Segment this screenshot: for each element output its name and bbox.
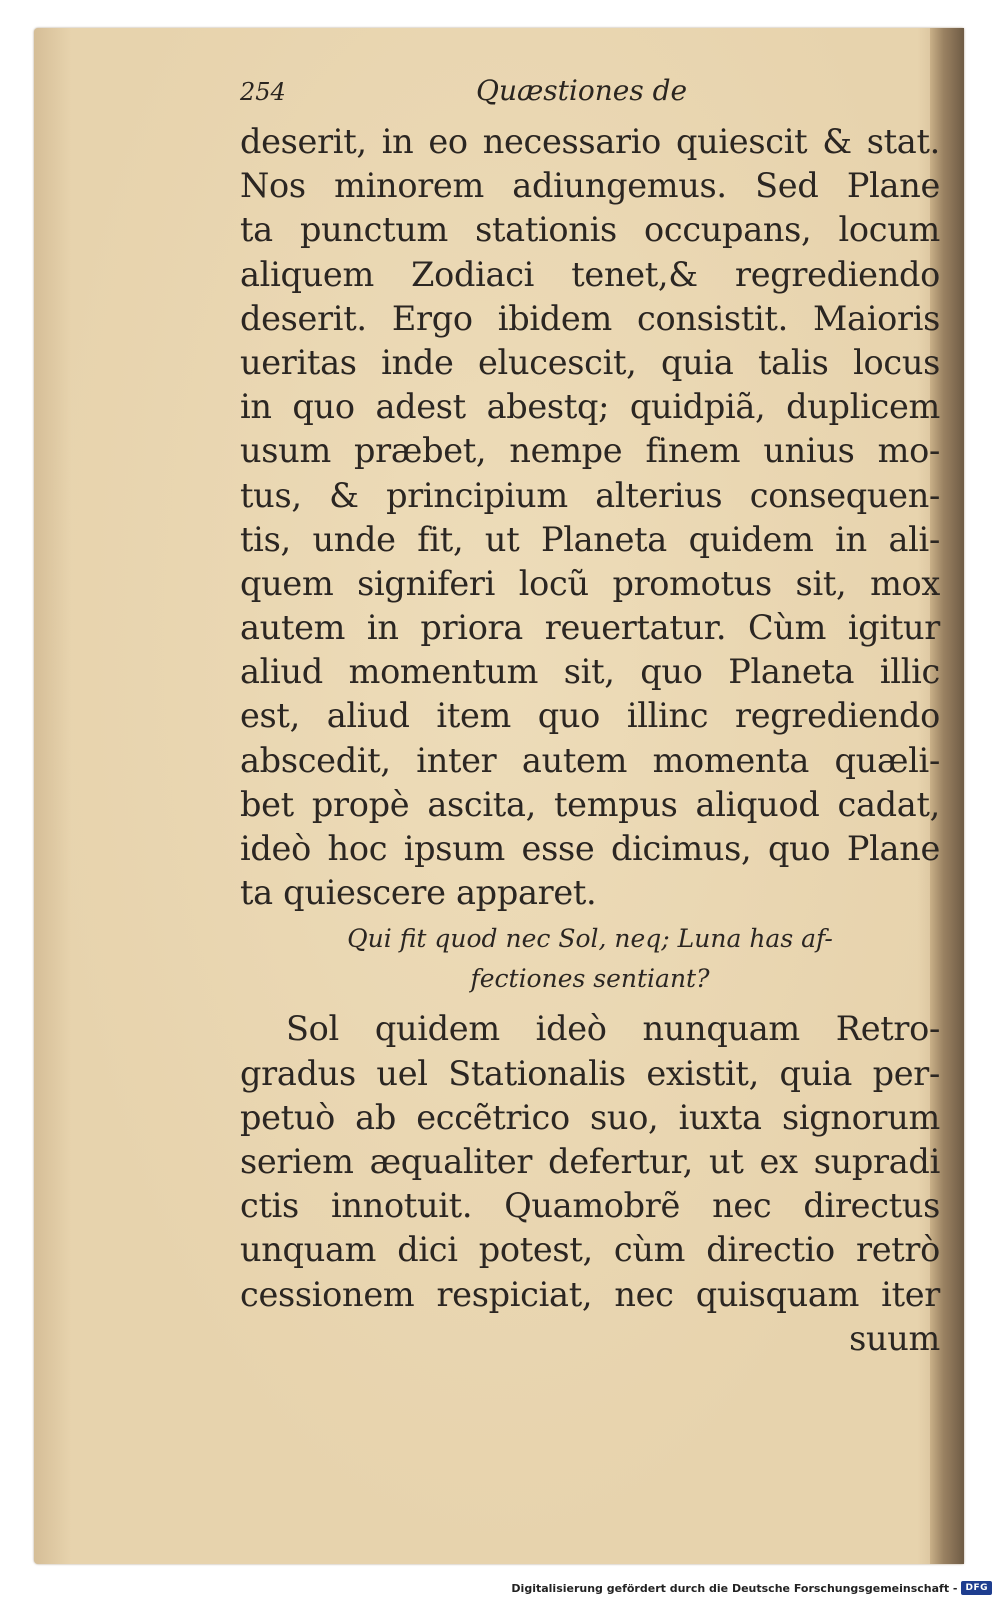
text-line: tis, unde fit, ut Planeta quidem in ali- — [240, 519, 940, 559]
text-line: tus, & principium alterius consequen- — [240, 475, 940, 515]
running-head — [240, 72, 940, 112]
text-line: ctis innotuit. Quamobrẽ nec directus — [240, 1186, 940, 1226]
text-line: petuò ab eccẽtrico suo, iuxta signorum — [240, 1097, 940, 1137]
section-heading-line: fectiones sentiant? — [470, 964, 710, 994]
text-line: est, aliud item quo illinc regrediendo — [240, 696, 940, 736]
text-line: unquam dici potest, cùm directio retrò — [240, 1230, 940, 1270]
text-line: deserit. Ergo ibidem consistit. Maioris — [240, 298, 940, 338]
digitization-credit — [511, 1575, 992, 1601]
text-line: aliud momentum sit, quo Planeta illic — [240, 652, 940, 692]
text-line: in quo adest abestq; quidpiã, duplicem — [240, 387, 940, 427]
text-line: ta punctum stationis occupans, locum — [240, 210, 940, 250]
body-text — [240, 120, 940, 1361]
text-line: cessionem respiciat, nec quisquam iter — [240, 1274, 940, 1314]
text-line: gradus uel Stationalis existit, quia per- — [240, 1053, 940, 1093]
catchword: suum — [849, 1318, 940, 1358]
text-line: bet propè ascita, tempus aliquod cadat, — [240, 784, 940, 824]
text-line: quem signiferi locũ promotus sit, mox — [240, 563, 940, 603]
credit-text: Digitalisierung gefördert durch die Deutsche Forschungsgemeinschaft - — [511, 1581, 958, 1595]
text-line: usum præbet, nempe finem unius mo- — [240, 431, 940, 471]
running-title: Quæstiones de — [476, 74, 688, 107]
page-number: 254 — [240, 78, 286, 106]
text-line: autem in priora reuertatur. Cùm igitur — [240, 608, 940, 648]
dfg-logo: DFG — [961, 1581, 992, 1595]
text-line: seriem æqualiter defertur, ut ex supradi — [240, 1141, 940, 1181]
section-heading — [240, 919, 940, 999]
section-heading-line: Qui fit quod nec Sol, neq; Luna has af- — [347, 924, 833, 954]
book-page — [34, 28, 964, 1564]
text-line: ueritas inde elucescit, quia talis locus — [240, 342, 940, 382]
text-line: deserit, in eo necessario quiescit & stat. — [240, 122, 940, 161]
text-line: ta quiescere apparet. — [240, 873, 597, 913]
text-line: ideò hoc ipsum esse dicimus, quo Plane — [240, 829, 940, 868]
text-line: Nos minorem adiungemus. Sed Plane — [240, 166, 940, 206]
text-line: abscedit, inter autem momenta quæli- — [240, 740, 940, 780]
text-line: aliquem Zodiaci tenet,& regrediendo — [240, 254, 940, 294]
text-line: Sol quidem ideò nunquam Retro- — [286, 1009, 940, 1049]
